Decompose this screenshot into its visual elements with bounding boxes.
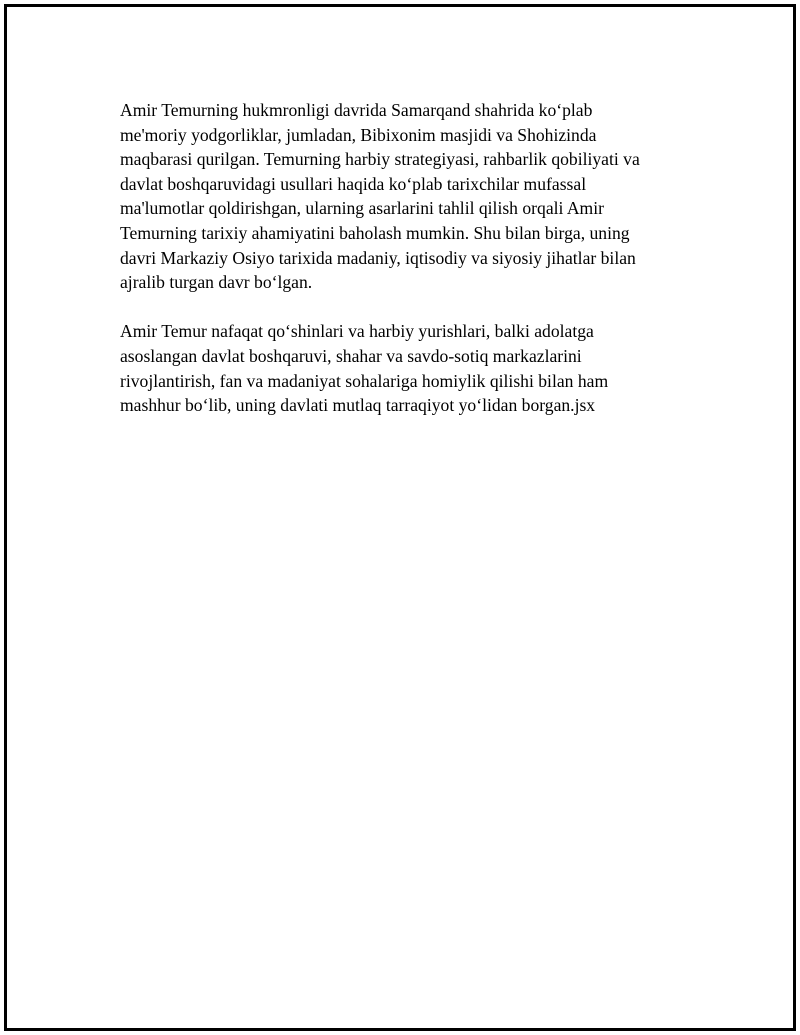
paragraph-line: rivojlantirish, fan va madaniyat sohalariga homiylik qilishi bilan ham [120,370,609,391]
document-page [4,4,796,1031]
paragraph-line: Amir Temur nafaqat qo‘shinlari va harbiy yurishlari, balki adolatga [120,321,594,342]
paragraph-line: ajralib turgan davr bo‘lgan. [120,272,313,293]
paragraph-line: davri Markaziy Osiyo tarixida madaniy, iqtisodiy va siyosiy jihatlar bilan [120,247,636,268]
paragraph-line: mashhur bo‘lib, uning davlati mutlaq tarraqiyot yo‘lidan borgan.jsx [120,395,596,416]
paragraph-2 [120,319,680,417]
paragraph-line: asoslangan davlat boshqaruvi, shahar va savdo-sotiq markazlarini [120,345,582,366]
paragraph-line: maqbarasi qurilgan. Temurning harbiy strategiyasi, rahbarlik qobiliyati va [120,149,640,170]
paragraph-line: ma'lumotlar qoldirishgan, ularning asarlarini tahlil qilish orqali Amir [120,198,604,219]
paragraph-line: Temurning tarixiy ahamiyatini baholash mumkin. Shu bilan birga, uning [120,222,630,243]
document-body [120,98,680,418]
paragraph-line: me'moriy yodgorliklar, jumladan, Bibixonim masjidi va Shohizinda [120,124,597,145]
paragraph-1 [120,98,680,295]
paragraph-line: davlat boshqaruvidagi usullari haqida ko‘plab tarixchilar mufassal [120,173,587,194]
paragraph-line: Amir Temurning hukmronligi davrida Samarqand shahrida ko‘plab [120,100,593,120]
